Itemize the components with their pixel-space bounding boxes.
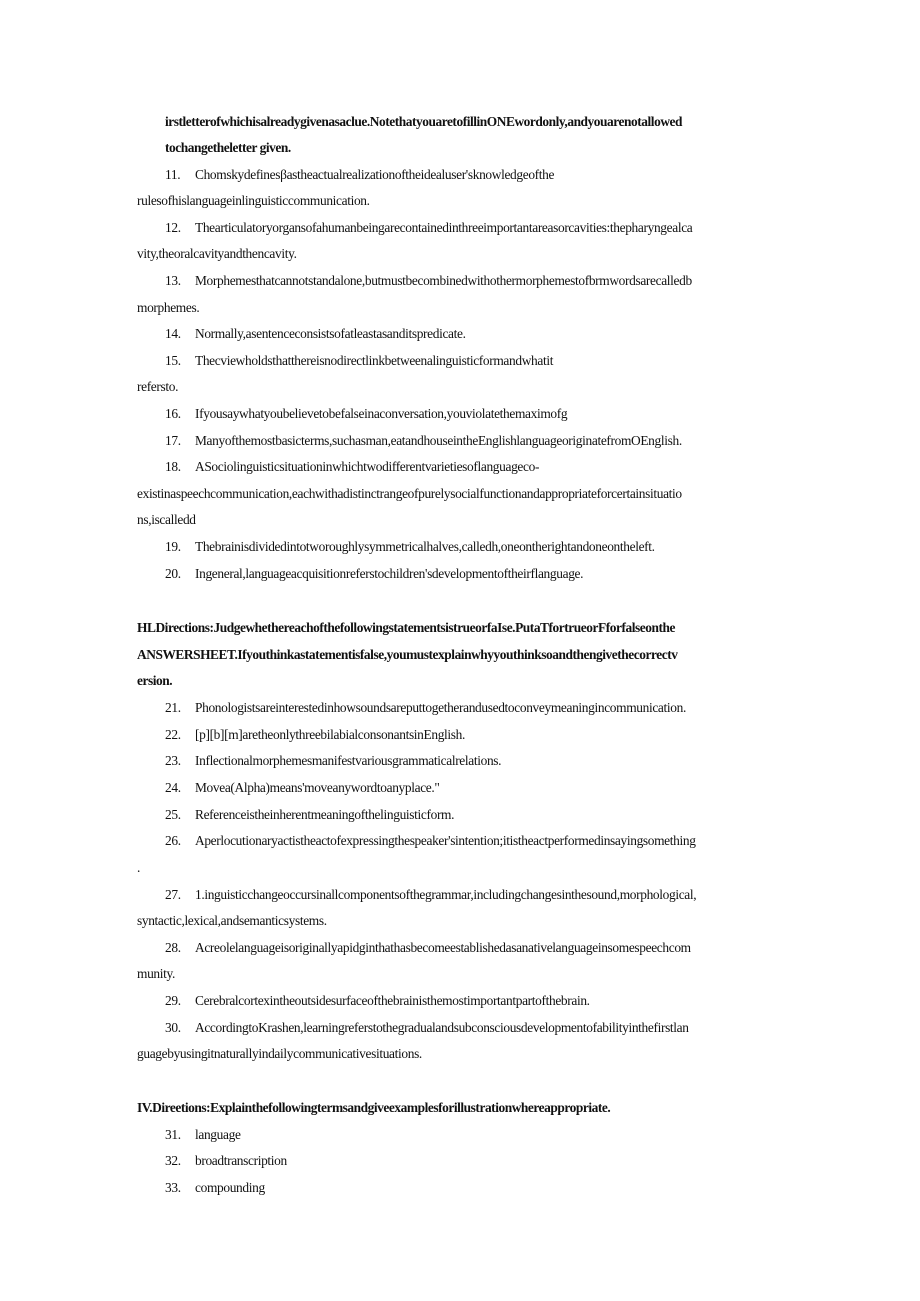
question-item xyxy=(165,806,454,824)
question-text: Aperlocutionaryactistheactofexpressingthespeaker'sintention;itistheactperformedinsayingsomething xyxy=(195,833,696,848)
question-text: Thecviewholdsthatthereisnodirectlinkbetweenalinguisticformandwhatit xyxy=(195,353,554,368)
question-item xyxy=(165,699,686,717)
question-text: Normally,asentenceconsistsofatleastasanditspredicate. xyxy=(195,326,466,341)
question-item xyxy=(165,832,696,850)
section3-heading-line3: ersion. xyxy=(137,673,173,688)
question-text: Acreolelanguageisoriginallyapidginthathasbecomeestablishedasanativelanguageinsomespeechcom xyxy=(195,940,691,955)
question-number: 28. xyxy=(165,940,181,955)
question-number: 18. xyxy=(165,459,181,474)
question-number: 12. xyxy=(165,220,181,235)
question-item xyxy=(165,272,692,290)
question-number: 23. xyxy=(165,753,181,768)
question-text: Thebrainisdividedintotworoughlysymmetricalhalves,calledh,oneontherightandoneontheleft. xyxy=(195,539,655,554)
section3-heading-line1: HLDirections:JudgewhethereachofthefollowingstatementsistrueorfaIse.PutaTfortrueorFforfalseonthe xyxy=(137,620,676,635)
question-number: 29. xyxy=(165,993,181,1008)
question-continuation: refersto. xyxy=(137,379,179,394)
question-number: 25. xyxy=(165,807,181,822)
question-item xyxy=(165,352,553,370)
question-text: Ifyousaywhatyoubelievetobefalseinaconversation,youviolatethemaximofg xyxy=(195,406,568,421)
question-number: 14. xyxy=(165,326,181,341)
question-continuation: munity. xyxy=(137,966,175,981)
question-text: language xyxy=(195,1127,241,1142)
question-text: [p][b][m]aretheonlythreebilabialconsonantsinEnglish. xyxy=(195,727,465,742)
question-text: ASociolinguisticsituationinwhichtwodifferentvarietiesoflanguageco- xyxy=(195,459,540,474)
question-continuation: existinaspeechcommunication,eachwithadistinctrangeofpurelysocialfunctionandappropriateforcertainsituatio xyxy=(137,486,682,501)
question-number: 15. xyxy=(165,353,181,368)
question-number: 27. xyxy=(165,887,181,902)
question-text: Referenceistheinherentmeaningofthelinguisticform. xyxy=(195,807,455,822)
question-item xyxy=(165,752,501,770)
question-item xyxy=(165,432,682,450)
question-text: broadtranscription xyxy=(195,1153,287,1168)
question-continuation: morphemes. xyxy=(137,300,200,315)
question-text: Morphemesthatcannotstandalone,butmustbecombinedwithothermorphemestofbrmwordsarecalledb xyxy=(195,273,692,288)
question-number: 13. xyxy=(165,273,181,288)
question-item xyxy=(165,1126,241,1144)
question-number: 32. xyxy=(165,1153,181,1168)
question-number: 24. xyxy=(165,780,181,795)
question-item xyxy=(165,325,466,343)
question-number: 11. xyxy=(165,167,181,182)
question-continuation: rulesofhislanguageinlinguisticcommunication. xyxy=(137,193,370,208)
question-continuation: . xyxy=(137,860,140,875)
question-text: Chomskydefinesβastheactualrealizationoftheidealuser'sknowledgeofthe xyxy=(195,167,555,182)
question-number: 31. xyxy=(165,1127,181,1142)
question-text: Ingeneral,languageacquisitionreferstochildren'sdevelopmentoftheirflanguage. xyxy=(195,566,584,581)
question-item xyxy=(165,565,583,583)
question-continuation: guagebyusingitnaturallyindailycommunicativesituations. xyxy=(137,1046,422,1061)
question-text: Cerebralcortexintheoutsidesurfaceofthebrainisthemostimportantpartofthebrain. xyxy=(195,993,590,1008)
question-item xyxy=(165,1152,287,1170)
question-text: Phonologistsareinterestedinhowsoundsareputtogetherandusedtoconveymeaningincommunication. xyxy=(195,700,686,715)
question-item xyxy=(165,538,655,556)
section2-intro-line1: irstletterofwhichisalreadygivenasaclue.NotethatyouaretofillinONEwordonly,andyouarenotallowed xyxy=(165,114,683,129)
question-text: Inflectionalmorphemesmanifestvariousgrammaticalrelations. xyxy=(195,753,502,768)
question-number: 33. xyxy=(165,1180,181,1195)
question-number: 17. xyxy=(165,433,181,448)
question-item xyxy=(165,992,590,1010)
question-item xyxy=(165,886,696,904)
question-number: 21. xyxy=(165,700,181,715)
question-continuation: ns,iscalledd xyxy=(137,512,196,527)
question-text: Manyofthemostbasicterms,suchasman,eatandhouseintheEnglishlanguageoriginatefromOEnglish. xyxy=(195,433,682,448)
question-item xyxy=(165,726,465,744)
question-item xyxy=(165,1019,689,1037)
section2-intro-line2: tochangetheletter given. xyxy=(165,140,291,155)
question-number: 20. xyxy=(165,566,181,581)
question-number: 30. xyxy=(165,1020,181,1035)
question-item xyxy=(165,458,539,476)
section3-heading-line2: ANSWERSHEET.Ifyouthinkastatementisfalse,youmustexplainwhyyouthinksoandthengivethecorrectv xyxy=(137,647,678,662)
question-item xyxy=(165,405,567,423)
question-item xyxy=(165,779,440,797)
question-item xyxy=(165,1179,265,1197)
question-number: 22. xyxy=(165,727,181,742)
question-number: 19. xyxy=(165,539,181,554)
section4-heading: IV.Direetions:Explainthefollowingtermsandgiveexamplesforillustrationwhereappropriate. xyxy=(137,1100,611,1115)
question-number: 26. xyxy=(165,833,181,848)
question-item xyxy=(165,219,692,237)
question-item xyxy=(165,166,554,184)
question-item xyxy=(165,939,691,957)
question-text: compounding xyxy=(195,1180,265,1195)
question-text: Thearticulatoryorgansofahumanbeingarecontainedinthreeimportantareasorcavities:thepharyngealca xyxy=(195,220,693,235)
question-text: AccordingtoKrashen,learningreferstothegradualandsubconsciousdevelopmentofabilityinthefirstlan xyxy=(195,1020,689,1035)
question-continuation: vity,theoralcavityandthencavity. xyxy=(137,246,297,261)
question-continuation: syntactic,lexical,andsemanticsystems. xyxy=(137,913,327,928)
question-text: 1.inguisticchangeoccursinallcomponentsofthegrammar,includingchangesinthesound,morphological, xyxy=(195,887,697,902)
question-number: 16. xyxy=(165,406,181,421)
question-text: Movea(Alpha)means'moveanywordtoanyplace." xyxy=(195,780,440,795)
